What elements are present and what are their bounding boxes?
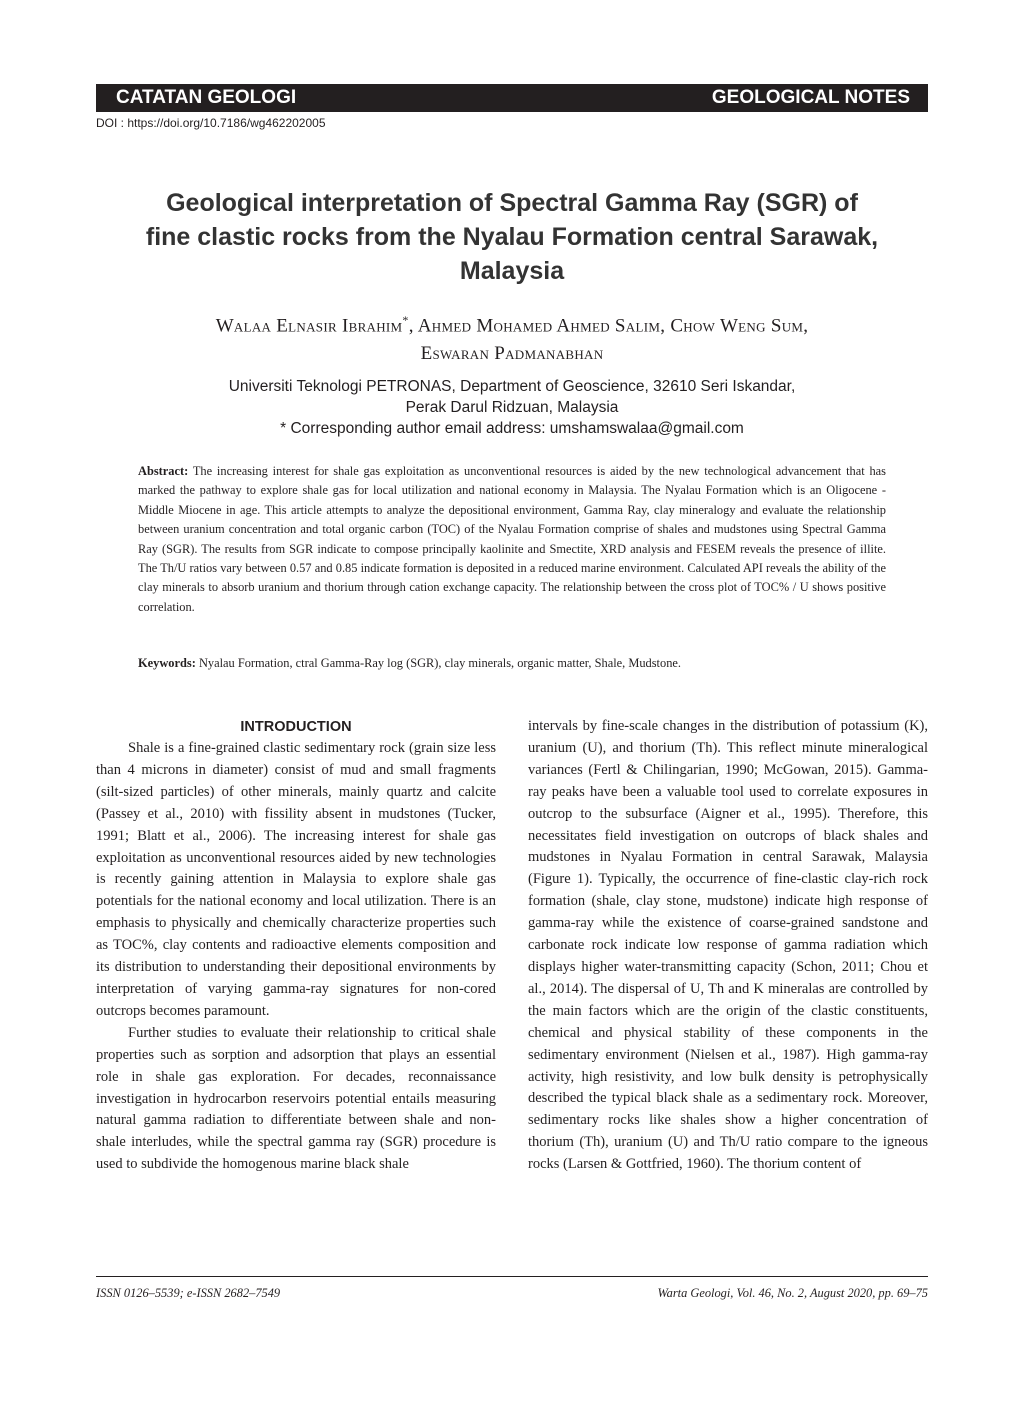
footer-divider	[96, 1276, 928, 1277]
keywords-label: Keywords:	[138, 656, 196, 670]
footer-issn: ISSN 0126–5539; e-ISSN 2682–7549	[96, 1286, 281, 1300]
doi-line[interactable]: DOI : https://doi.org/10.7186/wg462202005	[96, 116, 326, 130]
corresponding-author-mark: *	[402, 313, 409, 327]
author-list	[96, 306, 928, 368]
author-line: Eswaran Padmanabhan	[420, 343, 604, 365]
affiliation-line: Perak Darul Ridzuan, Malaysia	[405, 399, 619, 416]
title-line: fine clastic rocks from the Nyalau Formation central Sarawak,	[145, 223, 879, 251]
abstract-text: The increasing interest for shale gas exploitation as unconventional resources is aided by the new technological advancement that has marked the pathway to explore shale gas for local utilization and national economy in Malaysia. The Nyalau Formation which is an Oligocene - Middle Miocene in age. This article attempts to analyze the depositional environment, Gamma Ray, clay mineralogy and evaluate the relationship between uranium concentration and total organic carbon (TOC) of the Nyalau Formation comprise of shales and mudstones using Spectral Gamma Ray (SGR). The results from SGR indicate to compose principally kaolinite and Smectite, XRD analysis and FESEM reveals the presence of illite. The Th/U ratios vary between 0.57 and 0.85 indicate formation is deposited in a reduced marine environment. Calculated API reveals the ability of the clay minerals to absorb uranium and thorium through cation exchange capacity. The relationship between the cross plot of TOC% / U shows positive correlation.	[138, 464, 886, 614]
footer-citation: Warta Geologi, Vol. 46, No. 2, August 2020, pp. 69–75	[657, 1286, 928, 1300]
header-right-label: GEOLOGICAL NOTES	[711, 87, 910, 108]
body-paragraph: Shale is a fine-grained clastic sedimentary rock (grain size less than 4 microns in diameter) consist of mud and small fragments (silt-sized particles) of other minerals, mainly quartz and calcite (Passey et al., 2010) with fissility absent in mudstones (Tucker, 1991; Blatt et al., 2006). The increasing interest for shale gas exploitation as unconventional resources aided by new technologies is recently gaining attention in Malaysia to explore shale gas potentials for the national economy and local utilization. There is an emphasis to physically and chemically characterize properties such as TOC%, clay contents and radioactive elements composition and its distribution to understanding their depositional environments by interpretation of varying gamma-ray signatures for non-cored outcrops becomes paramount.	[96, 740, 496, 1019]
body-paragraph: Further studies to evaluate their relationship to critical shale properties such as sorption and adsorption that plays an essential role in shale gas exploration. For decades, reconnaissance investigation in hydrocarbon reservoirs potential entails measuring natural gamma radiation to differentiate between shale and non-shale interludes, while the spectral gamma ray (SGR) procedure is used to subdivide the homogenous marine black shale	[96, 1024, 496, 1173]
body-paragraph: intervals by fine-scale changes in the distribution of potassium (K), uranium (U), and thorium (Th). This reflect minute mineralogical variances (Fertl & Chilingarian, 1990; McGowan, 2015). Gamma-ray peaks have been a valuable tool used to correlate exposures in outcrop to the subsurface (Aigner et al., 1995). Therefore, this necessitates field investigation on outcrops of black shales and mudstones in Nyalau Formation in central Sarawak, Malaysia (Figure 1). Typically, the occurrence of fine-clastic clay-rich rock formation (shale, clay stone, mudstone) indicate high response of gamma-ray while the existence of coarse-grained sandstone and carbonate rock indicate low response of gamma radiation which displays higher water-transmitting capacity (Schon, 2011; Chou et al., 2014). The dispersal of U, Th and K mineralas are controlled by the main factors which are the origin of the clastic constituents, chemical and physical stability of these components in the sedimentary environment (Nielsen et al., 1987). High gamma-ray activity, high resistivity, and low bulk density is petrophysically described the typical black shale as a sedimentary rock. Moreover, sedimentary rocks like shales show a higher concentration of thorium (Th), uranium (U) and Th/U ratio compare to the igneous rocks (Larsen & Gottfried, 1960). The thorium content of	[528, 718, 928, 1173]
title-line: Malaysia	[459, 257, 565, 285]
title-line: Geological interpretation of Spectral Gamma Ray (SGR) of	[166, 189, 858, 217]
keywords-block	[138, 654, 886, 673]
left-column	[96, 716, 496, 1176]
corresponding-author-name: Walaa Elnasir Ibrahim	[215, 315, 403, 337]
journal-header-bar	[96, 84, 928, 112]
affiliation-line: Universiti Teknologi PETRONAS, Department of Geoscience, 32610 Seri Iskandar,	[228, 378, 796, 395]
coauthor-names: , Ahmed Mohamed Ahmed Salim, Chow Weng Sum,	[408, 315, 809, 337]
keywords-text: Nyalau Formation, ctral Gamma-Ray log (SGR), clay minerals, organic matter, Shale, Mudstone.	[198, 656, 681, 670]
header-left-label: CATATAN GEOLOGI	[116, 87, 297, 108]
paper-title	[96, 186, 928, 288]
corresponding-email-line[interactable]: * Corresponding author email address: umshamswalaa@gmail.com	[280, 420, 744, 437]
introduction-heading: INTRODUCTION	[240, 719, 352, 735]
right-column	[528, 716, 928, 1176]
author-line	[96, 306, 928, 340]
affiliation-block	[96, 376, 928, 439]
abstract-label: Abstract:	[138, 464, 189, 478]
abstract-block	[138, 462, 886, 617]
